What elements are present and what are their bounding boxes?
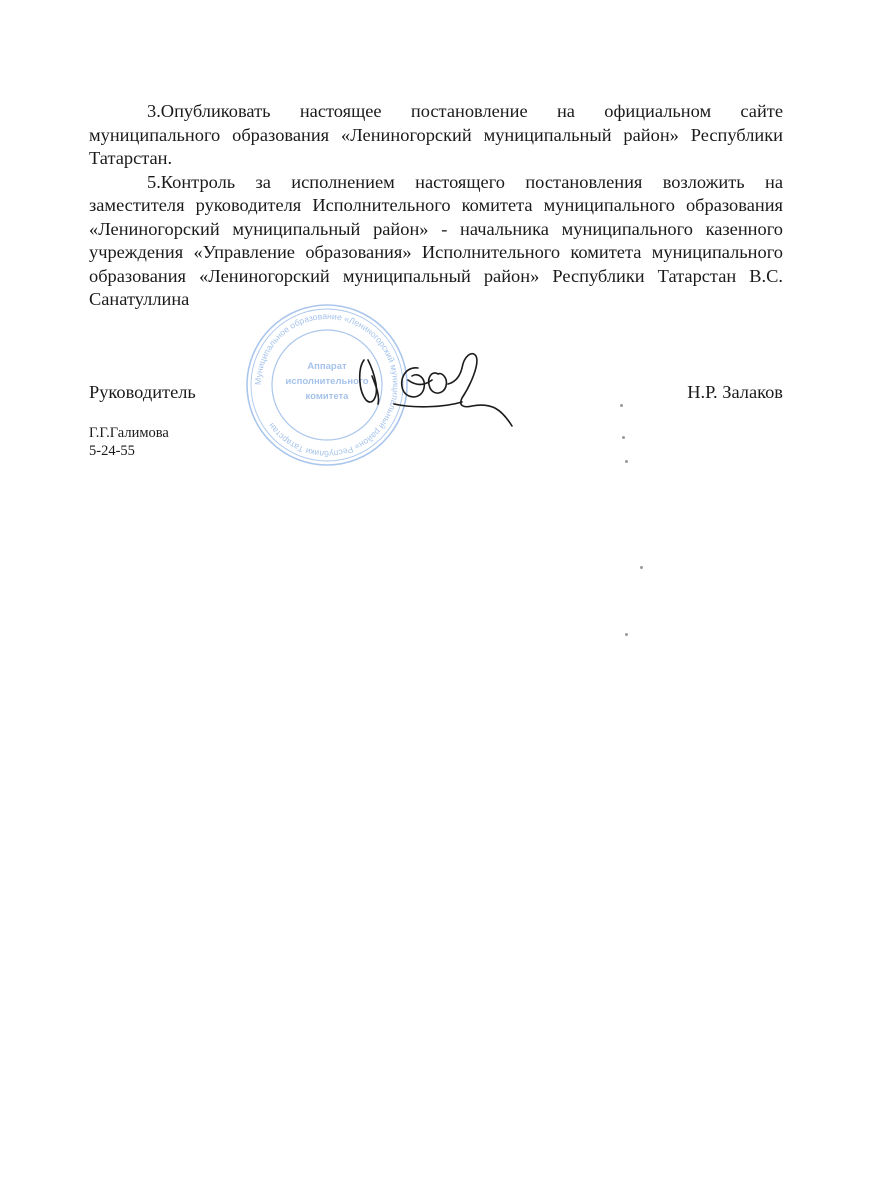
scan-speck: [640, 566, 643, 569]
body-text: [89, 100, 783, 312]
scan-speck: [625, 460, 628, 463]
scan-speck: [625, 633, 628, 636]
scan-speck: [622, 436, 625, 439]
scan-speck: [620, 404, 623, 407]
stamp-line-3: комитета: [305, 391, 349, 402]
signature-line: [89, 382, 783, 406]
stamp-ring-text: Муниципальное образование «Лениногорский муниципальный район» Республики Татарстан: [252, 310, 402, 460]
signatory-position: Руководитель: [89, 382, 196, 402]
paragraph-publish: 3.Опубликовать настоящее постановление на официальном сайте муниципального образования «Лениногорский муниципальный район» Республики Татарстан.: [89, 101, 783, 168]
stamp-line-2: исполнительного: [285, 376, 369, 387]
executor-name: Г.Г.Галимова: [89, 425, 169, 441]
stamp-line-1: Аппарат: [307, 361, 347, 372]
executor-phone: 5-24-55: [89, 443, 135, 459]
signatory-name: Н.Р. Залаков: [687, 382, 783, 402]
executor-block: [89, 424, 169, 460]
paragraph-control: 5.Контроль за исполнением настоящего постановления возложить на заместителя руководителя Исполнительного комитета муниципального образования «Лениногорский муниципальный район» - начальника муниципального казенного учреждения «Управление образования» Исполнительного комитета муниципального образования «Лениногорский муниципальный район» Республики Татарстан В.С. Санатуллина: [89, 171, 783, 309]
